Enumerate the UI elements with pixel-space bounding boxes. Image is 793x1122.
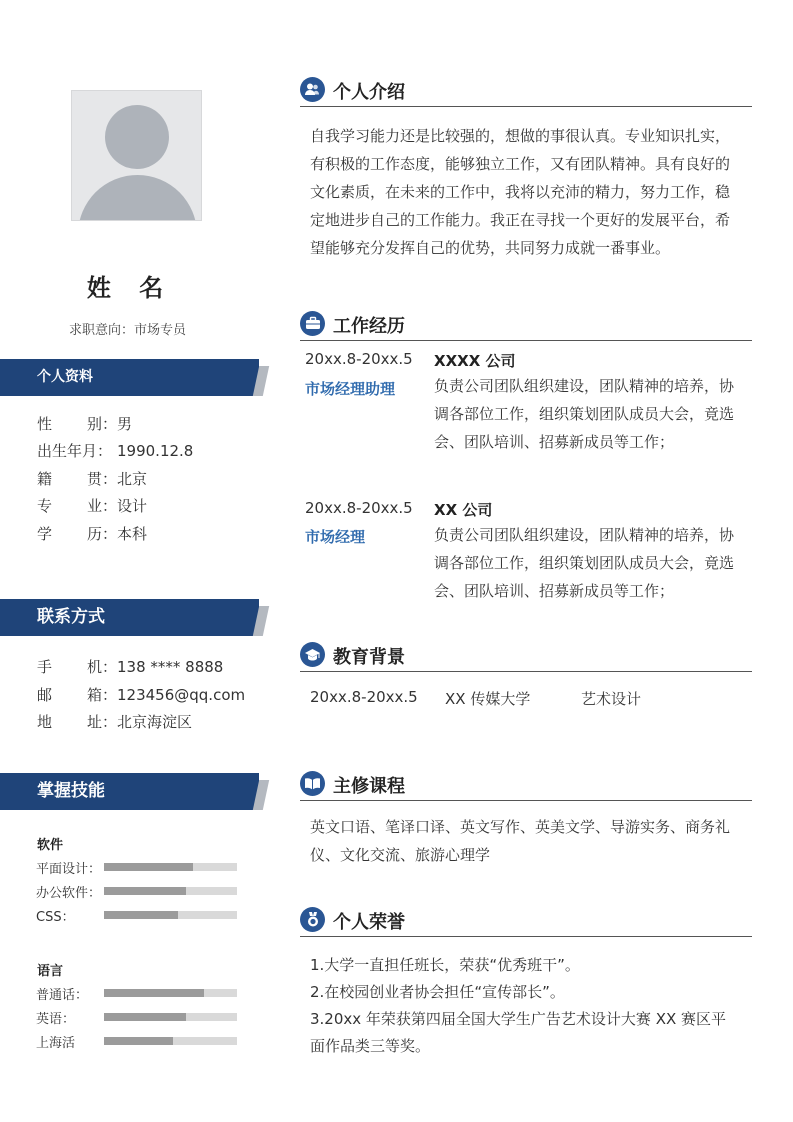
section-header-education: [300, 642, 752, 672]
skill-level-bar: [104, 887, 237, 895]
section-title-courses: 主修课程: [333, 776, 405, 797]
avatar-body-shape: [78, 175, 197, 221]
section-header-intro: [300, 77, 752, 107]
contact-email: 邮 箱： 123456@qq.com: [37, 686, 246, 704]
skill-row: 普通话：: [36, 984, 104, 1002]
section-title-education: 教育背景: [333, 647, 405, 668]
skill-level-bar: [104, 989, 237, 997]
skill-row: 办公软件：: [36, 882, 104, 900]
info-gender: 性 别： 男: [37, 415, 133, 433]
section-title-contact: 联系方式: [37, 607, 105, 627]
skill-row: 上海活: [36, 1032, 104, 1050]
info-hometown: 籍 贯： 北京: [37, 470, 148, 488]
job-description: 负责公司团队组织建设，团队精神的培养，协 调各部位工作，组织策划团队成员大会，竟选 会、团队培训、招募新成员等工作；: [434, 526, 735, 600]
section-title-honors: 个人荣誉: [333, 912, 405, 933]
honor-item: 1.大学一直担任班长，荣获“优秀班干”。: [310, 956, 580, 974]
section-header-honors: [300, 907, 752, 937]
medal-icon: [300, 907, 325, 932]
contact-address: 地 址： 北京海淀区: [37, 713, 193, 731]
section-title-work: 工作经历: [333, 316, 405, 337]
skill-row: CSS：: [36, 906, 104, 924]
job-date: 20xx.8-20xx.5: [305, 499, 413, 517]
skill-group-language: 语言: [37, 964, 64, 979]
intro-paragraph: 自我学习能力还是比较强的，想做的事很认真。专业知识扎实， 有积极的工作态度，能够独立工作，又有团队精神。具有良好的 文化素质，在未来的工作中，我将以充沛的精力，努力工作，稳 定地进步自己的工作能力。我正在寻找一个更好的发展平台，希 望能够充分发挥自己的优势，共同努力成就一番事业。: [310, 127, 731, 257]
section-bar-contact: [0, 599, 259, 636]
section-bar-personal-info: [0, 359, 259, 396]
avatar-head-shape: [105, 105, 169, 169]
skill-level-bar: [104, 1037, 237, 1045]
section-bar-skills: [0, 773, 259, 810]
job-role: 市场经理助理: [305, 380, 396, 398]
skill-level-bar: [104, 1013, 237, 1021]
honors-list: [310, 952, 757, 1060]
skill-level-bar: [104, 911, 237, 919]
briefcase-icon: [300, 311, 325, 336]
job-description: 负责公司团队组织建设，团队精神的培养，协 调各部位工作，组织策划团队成员大会，竟选 会、团队培训、招募新成员等工作；: [434, 377, 735, 451]
honor-item: 2.在校园创业者协会担任“宣传部长”。: [310, 983, 565, 1001]
section-title-personal-info: 个人资料: [37, 369, 93, 385]
honor-item-continued: 面作品类三等奖。: [310, 1037, 431, 1055]
job-intention: 求职意向：市场专员: [68, 323, 186, 338]
skill-row: 平面设计：: [36, 858, 104, 876]
honor-item: 3.20xx 年荣获第四届全国大学生广告艺术设计大赛 XX 赛区平: [310, 1010, 727, 1028]
courses-list: 英文口语、笔译口译、英文写作、英美文学、导游实务、商务礼 仪、文化交流、旅游心理学: [310, 818, 731, 864]
avatar-photo: [71, 90, 202, 221]
open-book-icon: [300, 771, 325, 796]
job-date: 20xx.8-20xx.5: [305, 350, 413, 368]
info-major: 专 业： 设计: [37, 497, 148, 515]
section-title-intro: 个人介绍: [333, 82, 405, 103]
candidate-name: 姓 名: [86, 274, 174, 302]
section-header-work: [300, 311, 752, 341]
job-company: XX 公司: [434, 501, 493, 519]
user-icon: [300, 77, 325, 102]
job-company: XXXX 公司: [434, 352, 516, 370]
graduation-cap-icon: [300, 642, 325, 667]
info-degree: 学 历： 本科: [37, 525, 148, 543]
skill-row: 英语：: [36, 1008, 104, 1026]
contact-phone: 手 机： 138 **** 8888: [37, 658, 224, 676]
education-date: 20xx.8-20xx.5: [310, 688, 418, 706]
skill-group-software: 软件: [37, 838, 64, 853]
skill-level-bar: [104, 863, 237, 871]
education-major: 艺术设计: [581, 690, 642, 708]
section-title-skills: 掌握技能: [37, 781, 105, 801]
education-school: XX 传媒大学: [445, 690, 531, 708]
info-birth: 出生年月： 1990.12.8: [37, 442, 194, 460]
section-header-courses: [300, 771, 752, 801]
job-role: 市场经理: [305, 528, 366, 546]
